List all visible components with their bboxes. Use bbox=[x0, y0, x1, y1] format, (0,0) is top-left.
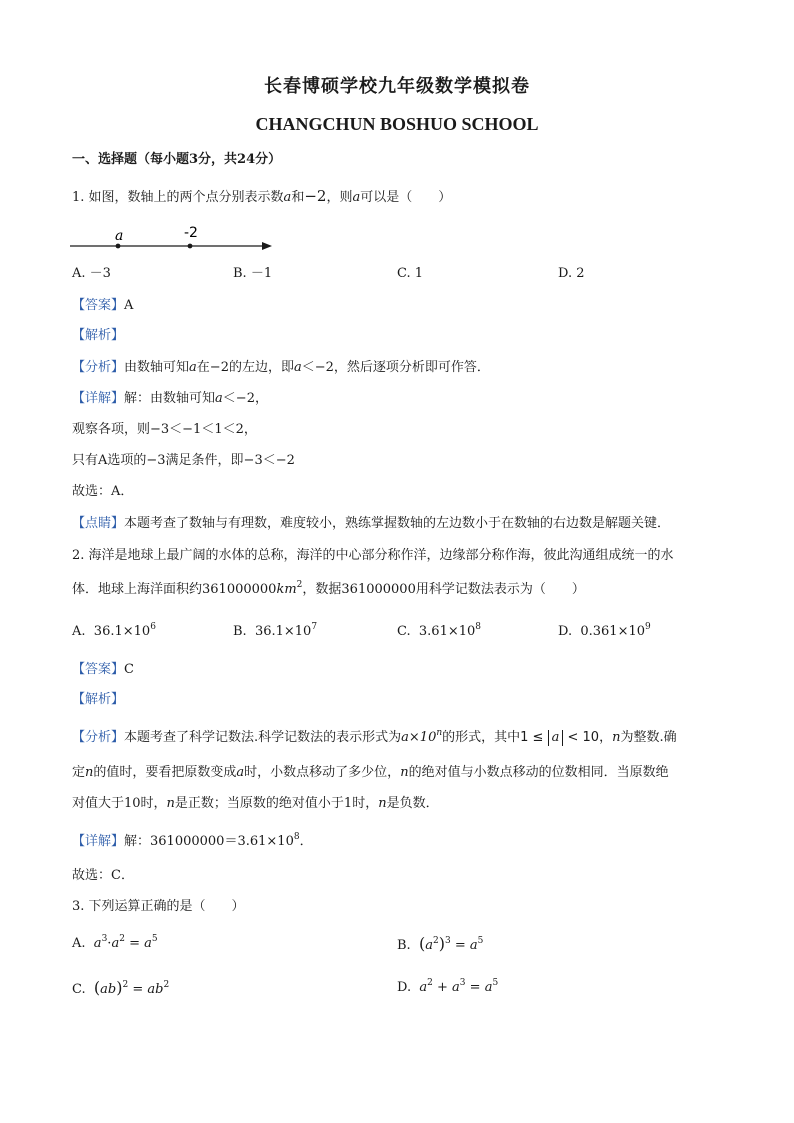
q2-option-a: A. $36.1\times 10^6$ bbox=[72, 622, 156, 639]
q1-xiangjie: 【详解】解：由数轴可知a＜−2， bbox=[72, 391, 268, 406]
q3-option-b: B. $(a^2)^3 = a^5$ bbox=[397, 934, 484, 953]
q3-stem: 3. 下列运算正确的是（ ） bbox=[72, 899, 245, 914]
q1-stem: 1. 如图，数轴上的两个点分别表示数a和−2，则a可以是（ ） bbox=[72, 187, 452, 205]
q2-option-d: D. $0.361\times 10^9$ bbox=[558, 622, 651, 639]
q1-option-c: C. 1 bbox=[397, 266, 424, 281]
number-line-arrow-icon bbox=[262, 242, 272, 250]
point-a bbox=[116, 244, 121, 249]
q2-fenxi-line1: 【分析】本题考查了科学记数法.科学记数法的表示形式为$a\times 10^n$的形式，其中1 ≤ a < 10，n为整数.确 bbox=[72, 728, 677, 745]
number-line-figure bbox=[66, 222, 278, 256]
q2-analysis-tag: 【解析】 bbox=[72, 692, 125, 707]
q1-fenxi: 【分析】由数轴可知a在−2的左边，即a＜−2，然后逐项分析即可作答． bbox=[72, 360, 490, 375]
q1-option-d: D. 2 bbox=[558, 266, 585, 281]
point-neg2 bbox=[188, 244, 193, 249]
q2-fenxi-line2: 定n的值时，要看把原数变成a时，小数点移动了多少位，n的绝对值与小数点移动的位数相同．当原数绝 bbox=[72, 765, 669, 780]
page-title: 长春博硕学校九年级数学模拟卷 bbox=[264, 76, 530, 97]
q2-answer: 【答案】C bbox=[72, 662, 134, 677]
q1-analysis-tag: 【解析】 bbox=[72, 328, 125, 343]
q1-choose: 故选：A． bbox=[72, 484, 134, 499]
section-heading: 一、选择题（每小题3分，共24分） bbox=[72, 152, 282, 167]
q1-option-b: B. －1 bbox=[233, 266, 273, 281]
q2-option-b: B. $36.1\times 10^7$ bbox=[233, 622, 318, 639]
page-subtitle: CHANGCHUN BOSHUO SCHOOL bbox=[255, 114, 539, 134]
q3-option-d: D. $a^2 + a^3 = a^5$ bbox=[397, 978, 499, 995]
q3-option-c: C. $(ab)^2 = ab^2$ bbox=[72, 978, 170, 997]
q2-option-c: C. $3.61\times 10^8$ bbox=[397, 622, 482, 639]
q1-dianjing: 【点睛】本题考查了数轴与有理数，难度较小，熟练掌握数轴的左边数小于在数轴的右边数是解题关键． bbox=[72, 516, 671, 531]
q1-answer: 【答案】A bbox=[72, 298, 134, 313]
q2-choose: 故选：C． bbox=[72, 868, 134, 883]
q1-option-a: A. －3 bbox=[72, 266, 111, 281]
q3-option-a: A. $a^3\cdot a^2 = a^5$ bbox=[72, 934, 158, 951]
label-a: a bbox=[115, 228, 124, 244]
q1-observe: 观察各项，则−3＜−1＜1＜2， bbox=[72, 422, 257, 437]
q2-stem-line1: 2. 海洋是地球上最广阔的水体的总称，海洋的中心部分称作洋，边缘部分称作海，彼此沟通组成统一的水 bbox=[72, 548, 674, 563]
q1-only: 只有A选项的−3满足条件，即−3＜−2 bbox=[72, 453, 295, 468]
q2-stem-line2: 体．地球上海洋面积约$361000000km^2$，数据361000000用科学记数法表示为（ ） bbox=[72, 580, 585, 597]
q2-xiangjie: 【详解】解：$361000000=3.61\times 10^8$． bbox=[72, 832, 313, 849]
q2-fenxi-line3: 对值大于10时，n是正数；当原数的绝对值小于1时，n是负数． bbox=[72, 796, 439, 811]
label-neg2: -2 bbox=[184, 225, 198, 241]
